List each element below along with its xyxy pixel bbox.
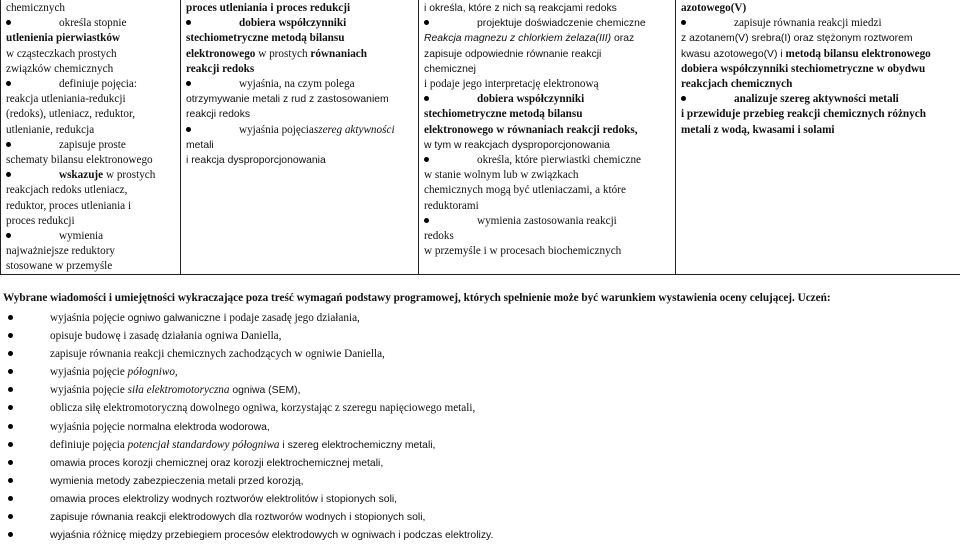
column-text bbox=[186, 47, 415, 62]
list-item: dobiera współczynniki bbox=[424, 92, 672, 107]
list-item bbox=[8, 508, 958, 526]
bullet-icon bbox=[186, 127, 191, 132]
item-text: zapisuje równania reakcji chemicznych zachodzących w ogniwie Daniella, bbox=[50, 348, 385, 361]
column-text: otrzymywanie metali z rud z zastosowaniem bbox=[186, 94, 389, 106]
column-text: metali z wodą, kwasami i solami bbox=[681, 123, 835, 136]
bullet-icon bbox=[8, 478, 13, 483]
column-text: w prostych bbox=[103, 169, 156, 182]
column-text: związków chemicznych bbox=[6, 62, 114, 75]
column-text: w przemyśle i w procesach biochemicznych bbox=[424, 245, 622, 258]
column-text: utlenienia pierwiastków bbox=[6, 32, 121, 45]
column-text: schematy bilansu elektronowego bbox=[6, 154, 153, 167]
item-text: wyjaśnia pojęcie bbox=[50, 384, 128, 397]
column-text: w stanie wolnym lub w związkach bbox=[424, 169, 579, 182]
column-text: chemicznej bbox=[424, 63, 476, 75]
bullet-icon bbox=[8, 496, 13, 501]
item-text: i podaje zasadę jego działania, bbox=[220, 312, 360, 324]
item-text: ogniwa (SEM), bbox=[229, 385, 301, 397]
list-item: wskazuje w prostych bbox=[6, 168, 177, 183]
column-text: w prostych bbox=[255, 47, 311, 60]
item-text: omawia proces korozji chemicznej oraz korozji elektrochemicznej metali, bbox=[50, 457, 384, 469]
list-item: wyjaśnia, na czym polega bbox=[186, 77, 415, 92]
item-text: półogniwo, bbox=[127, 366, 178, 379]
column-text: elektronowego bbox=[186, 47, 256, 60]
bullet-icon bbox=[8, 460, 13, 465]
column-text: azotowego(V) bbox=[681, 2, 747, 14]
list-item: wyjaśnia pojęciaszereg aktywności bbox=[186, 123, 415, 138]
list-item bbox=[8, 381, 958, 399]
bullet-icon bbox=[8, 405, 13, 410]
bullet-icon bbox=[6, 142, 11, 147]
item-text: wyjaśnia pojęcie bbox=[50, 366, 128, 379]
list-item bbox=[8, 472, 958, 490]
item-text: oblicza siłę elektromotoryczną dowolnego ogniwa, korzystając z szeregu napięciowego metali, bbox=[50, 402, 476, 415]
bullet-icon bbox=[8, 315, 13, 320]
list-item: wymienia bbox=[6, 229, 177, 244]
bullet-icon bbox=[8, 351, 13, 356]
section-heading: Wybrane wiadomości i umiejętności wykraczające poza treść wymagań podstawy programowej, których spełnienie może być warunkiem wystawienia oceny celującej. Uczeń: bbox=[3, 292, 831, 304]
table-column-3 bbox=[419, 0, 676, 275]
column-text: redoks bbox=[424, 230, 454, 243]
list-item: projektuje doświadczenie chemiczne bbox=[424, 16, 672, 31]
item-text: wyjaśnia różnicę między przebiegiem procesów elektrodowych w ogniwach i podczas elektrolizy. bbox=[50, 530, 494, 542]
item-text: potencjał standardowy półogniwa bbox=[127, 438, 280, 451]
table-column-4 bbox=[676, 0, 960, 275]
item-text: wymienia metody zabezpieczenia metali przed korozją, bbox=[50, 475, 304, 487]
bullet-icon bbox=[8, 532, 13, 537]
bullet-icon bbox=[6, 20, 11, 25]
bullet-icon bbox=[6, 233, 11, 238]
item-text: i szereg elektrochemiczny metali, bbox=[279, 439, 436, 451]
list-item: definiuje pojęcia: bbox=[6, 77, 177, 92]
list-item: dobiera współczynniki bbox=[186, 16, 415, 31]
bullet-icon bbox=[681, 96, 686, 101]
bullet-icon bbox=[8, 442, 13, 447]
column-text: w tym w reakcjach dysproporcjonowania bbox=[424, 139, 610, 151]
column-text: reakcjach chemicznych bbox=[681, 78, 793, 91]
column-text: w cząsteczkach prostych bbox=[6, 47, 117, 60]
list-item bbox=[8, 526, 958, 544]
list-item bbox=[8, 418, 958, 436]
table-column-2 bbox=[181, 0, 419, 275]
column-text: stechiometryczne metodą bilansu bbox=[424, 108, 583, 121]
list-item bbox=[8, 363, 958, 381]
column-text: zapisuje odpowiednie równanie reakcji bbox=[424, 48, 602, 60]
column-text: i podaje jego interpretację elektronową bbox=[424, 78, 599, 91]
item-text: siła elektromotoryczna bbox=[127, 384, 230, 397]
column-text: proces utleniania i proces redukcji bbox=[186, 2, 351, 14]
column-text: metali bbox=[186, 139, 214, 151]
list-item: zapisuje proste bbox=[6, 138, 177, 153]
list-item bbox=[8, 454, 958, 472]
bullet-icon bbox=[8, 514, 13, 519]
column-text: dobiera współczynniki stechiometryczne w obydwu bbox=[681, 62, 926, 75]
column-text: kwasu azotowego(V) i bbox=[681, 48, 786, 60]
item-text: normalna elektroda wodorowa, bbox=[127, 421, 270, 433]
column-text: (redoks), utleniacz, reduktor, bbox=[6, 108, 136, 121]
list-item: określa, które pierwiastki chemiczne bbox=[424, 153, 672, 168]
bullet-icon bbox=[8, 369, 13, 374]
column-text: chemicznych mogą być utleniaczami, a które bbox=[424, 184, 626, 197]
bullet-icon bbox=[186, 20, 191, 25]
column-text: proces redukcji bbox=[6, 214, 75, 227]
item-text: definiuje pojęcia bbox=[50, 438, 128, 451]
column-text: reakcjach redoks utleniacz, bbox=[6, 184, 128, 197]
column-text: i określa, które z nich są reakcjami redoks bbox=[424, 3, 617, 14]
item-text: ogniwo galwaniczne bbox=[127, 313, 221, 324]
bullet-icon bbox=[6, 172, 11, 177]
column-text: reakcji redoks bbox=[186, 109, 251, 121]
list-item bbox=[8, 345, 958, 363]
column-text: metodą bilansu elektronowego bbox=[785, 47, 931, 60]
bullet-icon bbox=[424, 20, 429, 25]
list-item bbox=[8, 490, 958, 508]
column-text: utlenianie, redukcja bbox=[6, 123, 95, 136]
item-text: opisuje budowę i zasadę działania ogniwa Daniella, bbox=[50, 330, 282, 343]
bullet-icon bbox=[8, 333, 13, 338]
list-item bbox=[8, 327, 958, 345]
list-item: wymienia zastosowania reakcji bbox=[424, 214, 672, 229]
column-text: szereg aktywności bbox=[313, 123, 395, 136]
column-text: stosowane w przemyśle bbox=[6, 260, 113, 273]
bullet-icon bbox=[6, 81, 11, 86]
list-item bbox=[8, 399, 958, 417]
column-text: elektronowego w równaniach reakcji redoks, bbox=[424, 123, 638, 136]
column-text: z azotanem(V) srebra(I) oraz stężonym roztworem bbox=[681, 33, 913, 45]
column-text: reakcja utleniania-redukcji bbox=[6, 93, 126, 106]
bullet-icon bbox=[186, 81, 191, 86]
item-text: wyjaśnia pojęcie bbox=[50, 420, 128, 433]
column-text bbox=[424, 31, 672, 46]
column-text bbox=[681, 47, 957, 62]
column-text: chemicznych bbox=[6, 2, 66, 14]
table-column-1 bbox=[1, 0, 181, 275]
column-text: najważniejsze reduktory bbox=[6, 245, 116, 258]
column-text: reduktorami bbox=[424, 199, 479, 212]
bullet-icon bbox=[424, 218, 429, 223]
list-item: analizuje szereg aktywności metali bbox=[681, 92, 957, 107]
item-text: wyjaśnia pojęcie bbox=[50, 312, 128, 324]
bullet-icon bbox=[681, 20, 686, 25]
column-text: reakcji redoks bbox=[186, 62, 255, 75]
column-text: i przewiduje przebieg reakcji chemicznych różnych bbox=[681, 108, 926, 121]
item-text: omawia proces elektrolizy wodnych roztworów elektrolitów i stopionych soli, bbox=[50, 493, 398, 505]
bullet-icon bbox=[8, 424, 13, 429]
bullet-icon bbox=[424, 96, 429, 101]
column-text: reduktor, proces utleniania i bbox=[6, 199, 132, 212]
list-item: określa stopnie bbox=[6, 16, 177, 31]
column-text: stechiometryczne metodą bilansu bbox=[186, 32, 345, 45]
bullet-icon bbox=[424, 157, 429, 162]
column-text: i reakcja dysproporcjonowania bbox=[186, 155, 326, 167]
item-text: zapisuje równania reakcji elektrodowych dla roztworów wodnych i stopionych soli, bbox=[50, 512, 426, 524]
list-item: zapisuje równania reakcji miedzi bbox=[681, 16, 957, 31]
column-text: równaniach bbox=[310, 47, 367, 60]
column-text: oraz bbox=[611, 33, 635, 45]
bullet-icon bbox=[8, 387, 13, 392]
list-item bbox=[8, 309, 958, 327]
extra-skills-list bbox=[8, 309, 958, 544]
list-item bbox=[8, 436, 958, 454]
column-text: Reakcja magnezu z chlorkiem żelaza(III) bbox=[424, 33, 612, 45]
